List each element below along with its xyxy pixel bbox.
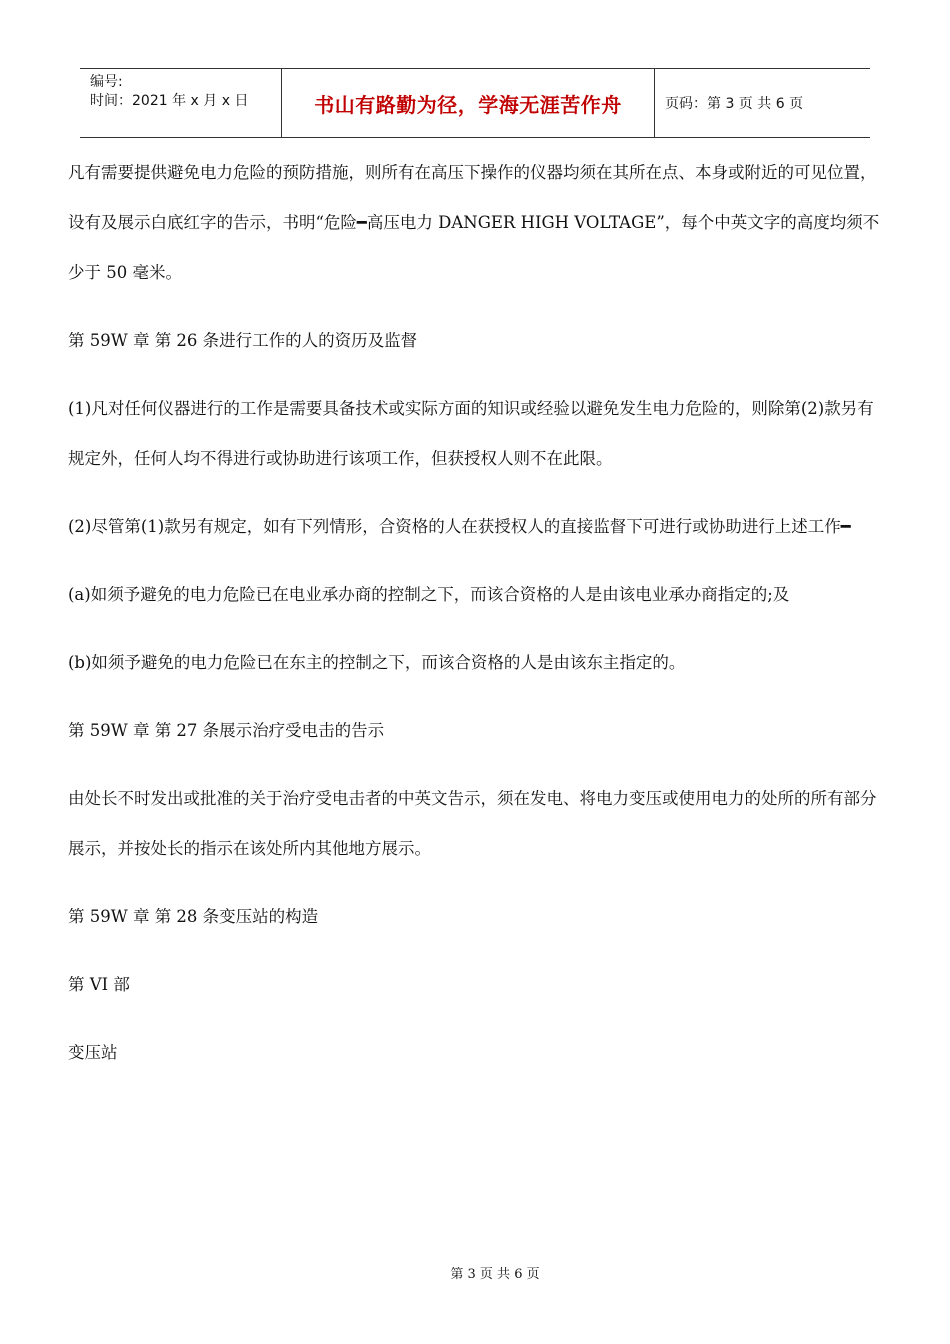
page-footer: 第 3 页 共 6 页	[450, 1267, 540, 1282]
paragraph-warning-notice: 凡有需要提供避免电力危险的预防措施，则所有在高压下操作的仪器均须在其所在点、本身或附近的可见位置，设有及展示白底红字的告示，书明“危险━高压电力 DANGER HIGH VOLTAGE”，每个中英文字的高度均须不少于 50 毫米。	[68, 163, 880, 282]
part-heading: 第 VI 部	[68, 975, 130, 994]
paragraph-clause-2: (2)尽管第(1)款另有规定，如有下列情形，合资格的人在获授权人的直接监督下可进行或协助进行上述工作━	[68, 517, 851, 536]
page-header	[80, 68, 870, 138]
section-heading-28: 第 59W 章 第 28 条变压站的构造	[68, 907, 319, 926]
paragraph-clause-1: (1)凡对任何仪器进行的工作是需要具备技术或实际方面的知识或经验以避免发生电力危险的，则除第(2)款另有规定外，任何人均不得进行或协助进行该项工作，但获授权人则不在此限。	[68, 399, 874, 468]
document-number-label: 编号:	[90, 74, 123, 90]
paragraph-item-b: (b)如须予避免的电力危险已在东主的控制之下，而该合资格的人是由该东主指定的。	[68, 653, 686, 672]
header-meta	[80, 69, 282, 137]
paragraph-item-a: (a)如须予避免的电力危险已在电业承办商的控制之下，而该合资格的人是由该电业承办商指定的;及	[68, 585, 790, 604]
part-title: 变压站	[68, 1043, 118, 1062]
header-motto: 书山有路勤为径，学海无涯苦作舟	[282, 69, 655, 137]
document-date: 时间：2021 年 x 月 x 日	[90, 93, 249, 109]
section-heading-27: 第 59W 章 第 27 条展示治疗受电击的告示	[68, 721, 385, 740]
header-page-number: 页码：第 3 页 共 6 页	[665, 96, 804, 112]
paragraph-electric-shock-notice: 由处长不时发出或批准的关于治疗受电击者的中英文告示，须在发电、将电力变压或使用电力的处所的所有部分展示，并按处长的指示在该处所内其他地方展示。	[68, 789, 877, 858]
section-heading-26: 第 59W 章 第 26 条进行工作的人的资历及监督	[68, 331, 418, 350]
document-body	[68, 148, 888, 1096]
